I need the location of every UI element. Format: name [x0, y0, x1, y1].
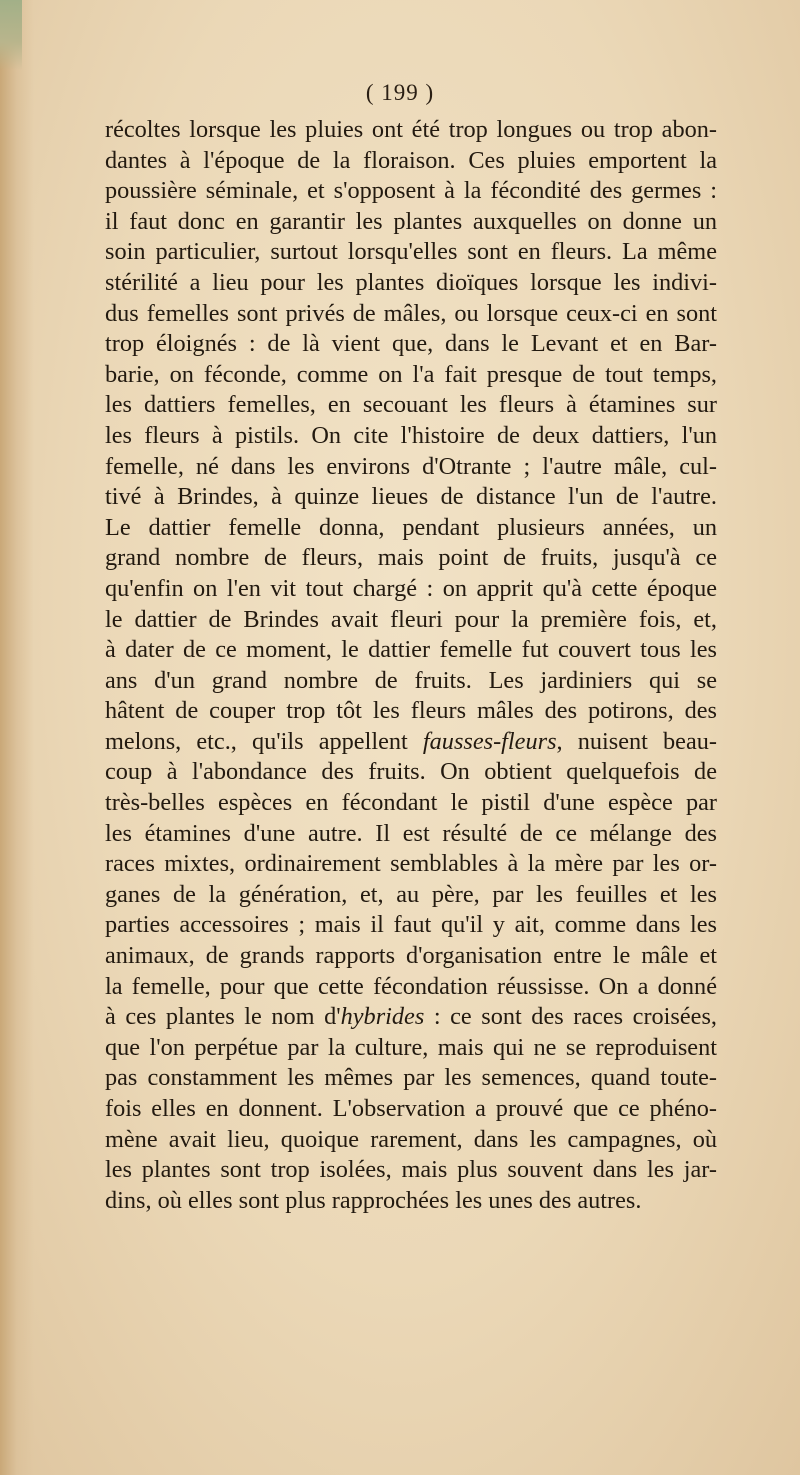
italic-term: hybrides: [340, 1003, 425, 1031]
text-line: très-belles espèces en fécondant le pistil d'une espèce par: [105, 789, 717, 817]
text-line: dins, où elles sont plus rapprochées les unes des autres.: [105, 1186, 642, 1214]
text-line: tivé à Brindes, à quinze lieues de distance l'un de l'autre.: [105, 483, 717, 511]
text-line: mène avait lieu, quoique rarement, dans les campagnes, où: [105, 1125, 717, 1153]
text-line: femelle, né dans les environs d'Otrante ; l'autre mâle, cul-: [105, 452, 717, 480]
text-line: hâtent de couper trop tôt les fleurs mâles des potirons, des: [105, 697, 717, 725]
text-line: à ces plantes le nom d'hybrides : ce sont des races croisées,: [105, 1003, 717, 1031]
text-line: les dattiers femelles, en secouant les fleurs à étamines sur: [105, 391, 717, 419]
corner-stain: [0, 0, 22, 70]
text-line: le dattier de Brindes avait fleuri pour la première fois, et,: [105, 605, 717, 633]
italic-term: fausses-fleurs: [422, 727, 557, 755]
text-line: la femelle, pour que cette fécondation réussisse. On a donné: [105, 972, 717, 1000]
page-number: ( 199 ): [365, 80, 435, 105]
text-line: à dater de ce moment, le dattier femelle fut couvert tous les: [105, 636, 717, 664]
page-edge-shadow: [0, 0, 34, 1475]
text-line: ans d'un grand nombre de fruits. Les jardiniers qui se: [105, 666, 717, 694]
text-line: fois elles en donnent. L'observation a prouvé que ce phéno-: [105, 1095, 717, 1122]
text-line: melons, etc., qu'ils appellent fausses-fleurs, nuisent beau-: [105, 727, 717, 755]
text-line: parties accessoires ; mais il faut qu'il y ait, comme dans les: [105, 911, 717, 939]
text-line: que l'on perpétue par la culture, mais qui ne se reproduisent: [105, 1033, 717, 1061]
text-line: stérilité a lieu pour les plantes dioïques lorsque les indivi-: [105, 268, 717, 296]
text-line: grand nombre de fleurs, mais point de fruits, jusqu'à ce: [105, 544, 717, 572]
text-line: récoltes lorsque les pluies ont été trop longues ou trop abon-: [105, 116, 717, 143]
text-line: races mixtes, ordinairement semblables à la mère par les or-: [105, 850, 717, 878]
text-line: pas constamment les mêmes par les semences, quand toute-: [105, 1064, 717, 1092]
text-line: dus femelles sont privés de mâles, ou lorsque ceux-ci en sont: [105, 299, 717, 327]
text-line: dantes à l'époque de la floraison. Ces pluies emportent la: [105, 146, 717, 174]
text-line: les étamines d'une autre. Il est résulté de ce mélange des: [105, 819, 717, 847]
text-line: ganes de la génération, et, au père, par les feuilles et les: [105, 880, 717, 908]
text-line: animaux, de grands rapports d'organisation entre le mâle et: [105, 942, 717, 970]
text-line: les plantes sont trop isolées, mais plus souvent dans les jar-: [105, 1156, 717, 1184]
text-line: poussière séminale, et s'opposent à la fécondité des germes :: [105, 177, 717, 205]
text-line: coup à l'abondance des fruits. On obtient quelquefois de: [105, 758, 717, 786]
text-line: barie, on féconde, comme on l'a fait presque de tout temps,: [105, 360, 717, 388]
text-line: trop éloignés : de là vient que, dans le Levant et en Bar-: [105, 330, 717, 358]
text-line: il faut donc en garantir les plantes auxquelles on donne un: [105, 207, 717, 235]
text-line: Le dattier femelle donna, pendant plusieurs années, un: [105, 513, 717, 541]
text-line: soin particulier, surtout lorsqu'elles sont en fleurs. La même: [105, 238, 717, 266]
body-text: [105, 115, 717, 1216]
text-line: les fleurs à pistils. On cite l'histoire de deux dattiers, l'un: [105, 421, 717, 449]
text-line: qu'enfin on l'en vit tout chargé : on apprit qu'à cette époque: [105, 574, 717, 602]
